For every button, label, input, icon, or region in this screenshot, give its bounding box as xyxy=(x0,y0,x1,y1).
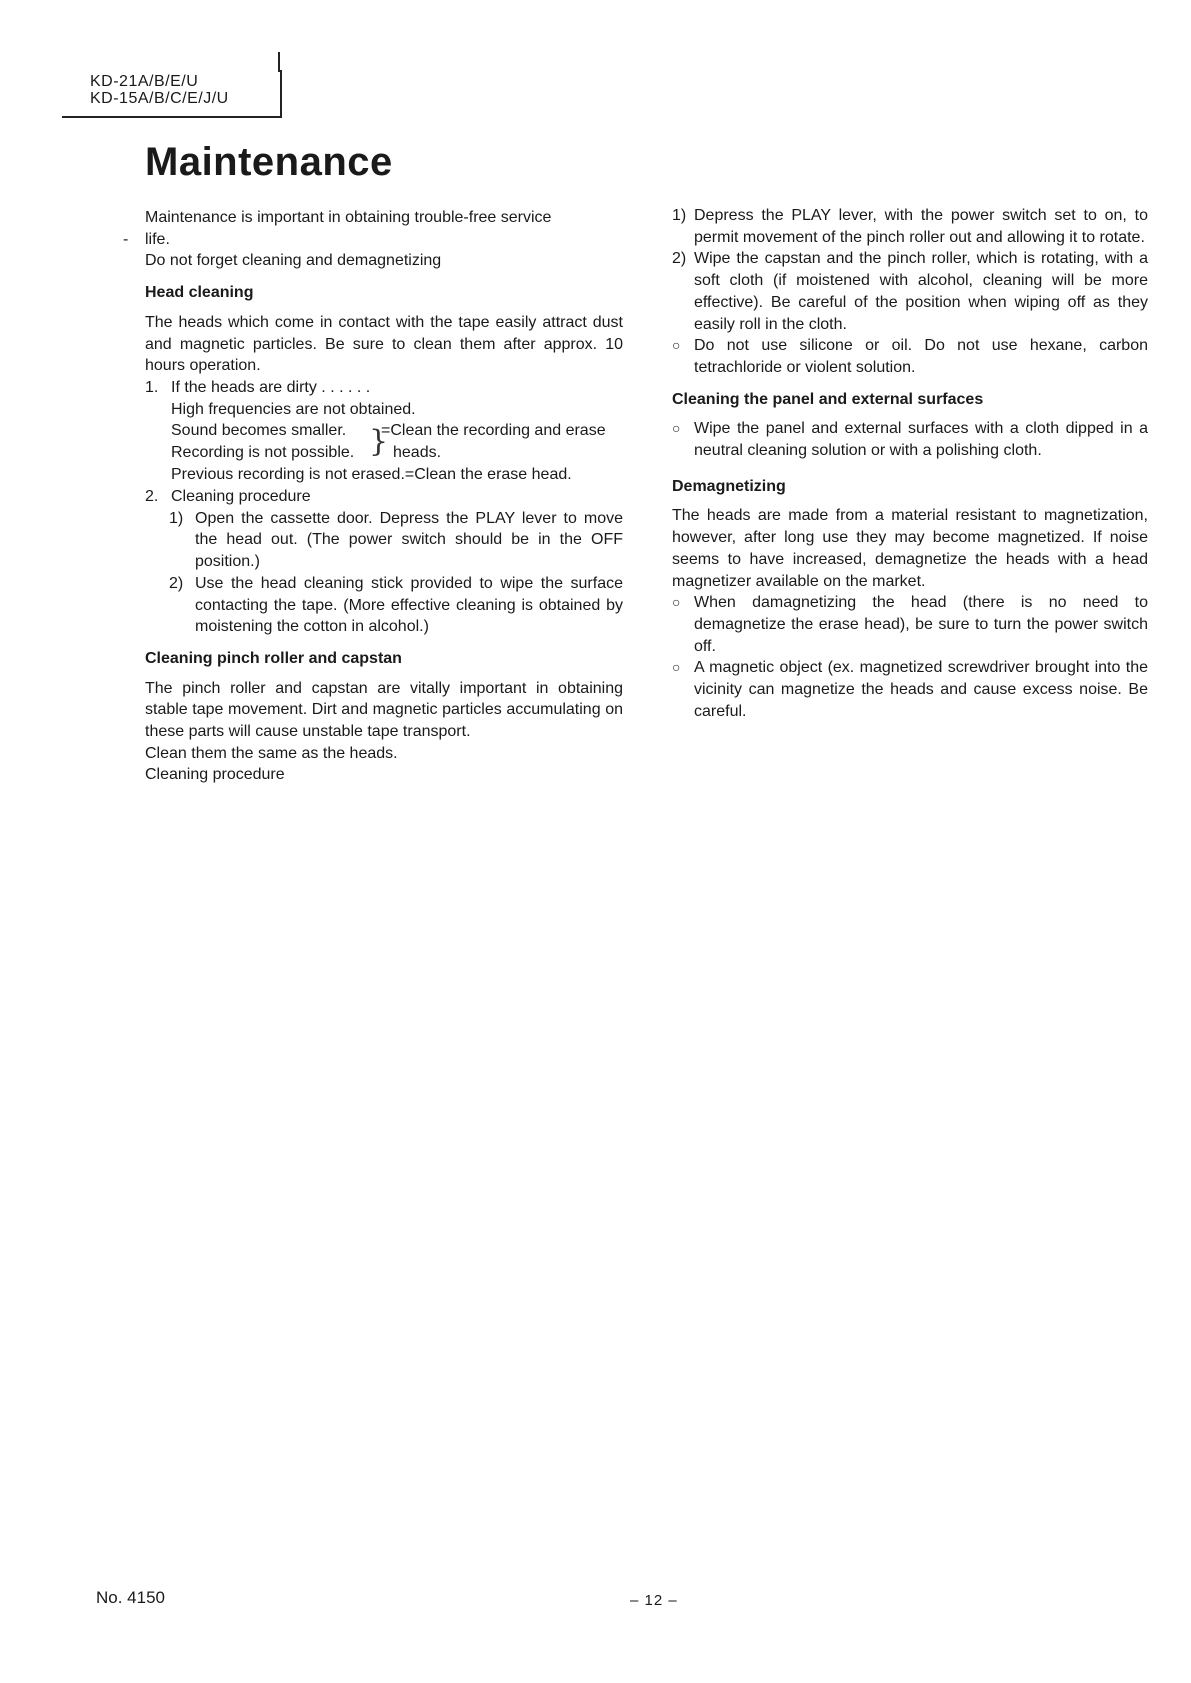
head-cleaning-item-1 xyxy=(145,377,623,399)
brace-symbol: } xyxy=(369,424,389,460)
header-rule-vertical xyxy=(278,52,280,72)
bullet-circle-icon: ○ xyxy=(672,420,681,437)
intro-life-text: life. xyxy=(145,230,170,248)
model-header xyxy=(62,70,282,118)
step-2-number: 2) xyxy=(169,574,184,592)
panel-cleaning-bullet xyxy=(672,418,1148,461)
symptom-high-frequencies: High frequencies are not obtained. xyxy=(171,400,416,418)
head-cleaning-step-2 xyxy=(145,573,623,638)
pinch-step-1-number: 1) xyxy=(672,207,687,224)
pinch-note xyxy=(672,335,1148,378)
pinch-note-text: Do not use silicone or oil. Do not use hexane, carbon tetrachloride or violent solution. xyxy=(694,337,1148,376)
pinch-step-2 xyxy=(672,248,1148,335)
demagnetizing-bullet-2-text: A magnetic object (ex. magnetized screwdriver brought into the vicinity can magnetize the heads and cause excess noise. Be careful. xyxy=(694,659,1148,720)
demagnetizing-bullet-1-text: When damagnetizing the head (there is no need to demagnetize the erase head), be sure to turn the power switch off. xyxy=(694,594,1148,655)
intro-dash: - xyxy=(123,230,129,248)
head-cleaning-paragraph: The heads which come in contact with the tape easily attract dust and magnetic particles. Be sure to clean them after approx. 10 hours operation. xyxy=(145,313,623,375)
step-1-text: Open the cassette door. Depress the PLAY lever to move the head out. (The power switch should be in the OFF position.) xyxy=(195,509,623,571)
page-title: Maintenance xyxy=(145,140,393,184)
symptom-recording-not-possible: Recording is not possible. xyxy=(171,444,355,462)
symptom-sound-smaller: Sound becomes smaller. xyxy=(171,422,347,440)
right-column xyxy=(672,205,1148,722)
head-cleaning-step-1 xyxy=(145,508,623,573)
head-cleaning-heading: Head cleaning xyxy=(145,284,254,302)
demagnetizing-bullet-1 xyxy=(672,592,1148,657)
model-line-1: KD-21A/B/E/U xyxy=(90,73,199,90)
document-number: No. 4150 xyxy=(96,1588,165,1607)
panel-cleaning-text: Wipe the panel and external surfaces with a cloth dipped in a neutral cleaning solution or with a polishing cloth. xyxy=(694,420,1148,460)
pinch-step-1-text: Depress the PLAY lever, with the power switch set to on, to permit movement of the pinch roller out and allowing it to rotate. xyxy=(694,207,1148,246)
pinch-step-2-number: 2) xyxy=(672,250,687,268)
panel-cleaning-heading: Cleaning the panel and external surfaces xyxy=(672,390,984,408)
bullet-circle-icon: ○ xyxy=(672,659,681,676)
pinch-step-2-text: Wipe the capstan and the pinch roller, which is rotating, with a soft cloth (if moistened with alcohol, cleaning will be more effective). Be careful of the position when wiping off as they easily roll in the cloth. xyxy=(694,250,1148,333)
step-1-number: 1) xyxy=(169,509,184,527)
pinch-roller-line-1: Clean them the same as the heads. xyxy=(145,744,398,762)
left-column xyxy=(123,207,623,786)
bullet-circle-icon: ○ xyxy=(672,337,681,354)
pinch-roller-line-2: Cleaning procedure xyxy=(145,766,285,784)
pinch-roller-heading: Cleaning pinch roller and capstan xyxy=(145,649,402,667)
bullet-circle-icon: ○ xyxy=(672,594,681,611)
model-line-2: KD-15A/B/C/E/J/U xyxy=(90,90,229,107)
head-cleaning-item-2 xyxy=(145,486,623,508)
intro-line-1: Maintenance is important in obtaining trouble-free service xyxy=(145,209,552,226)
demagnetizing-paragraph: The heads are made from a material resistant to magnetization, however, after long use they may become magnetized. If noise seems to have increased, demagnetize the heads with a head magnetizer available on the market. xyxy=(672,507,1148,590)
page-number: – 12 – xyxy=(630,1592,678,1609)
demagnetizing-heading: Demagnetizing xyxy=(672,477,786,495)
item-2-text: Cleaning procedure xyxy=(171,488,311,506)
symptom-not-erased: Previous recording is not erased.=Clean the erase head. xyxy=(171,466,572,484)
remedy-heads: heads. xyxy=(393,444,442,462)
remedy-clean-record-erase: =Clean the recording and erase xyxy=(381,422,606,440)
demagnetizing-bullet-2 xyxy=(672,657,1148,722)
item-1-number: 1. xyxy=(145,378,159,396)
pinch-step-1 xyxy=(672,205,1148,248)
pinch-roller-paragraph: The pinch roller and capstan are vitally important in obtaining stable tape movement. Dirt and magnetic particles accumulating on these parts will cause unstable tape transport. xyxy=(145,679,623,741)
item-2-number: 2. xyxy=(145,488,159,506)
intro-line-2 xyxy=(123,229,623,251)
intro-line-3: Do not forget cleaning and demagnetizing xyxy=(145,252,442,270)
step-2-text: Use the head cleaning stick provided to wipe the surface contacting the tape. (More effective cleaning is obtained by moistening the cotton in alcohol.) xyxy=(195,574,623,636)
item-1-text: If the heads are dirty . . . . . . xyxy=(171,378,371,396)
symptom-brace-group xyxy=(145,420,623,464)
